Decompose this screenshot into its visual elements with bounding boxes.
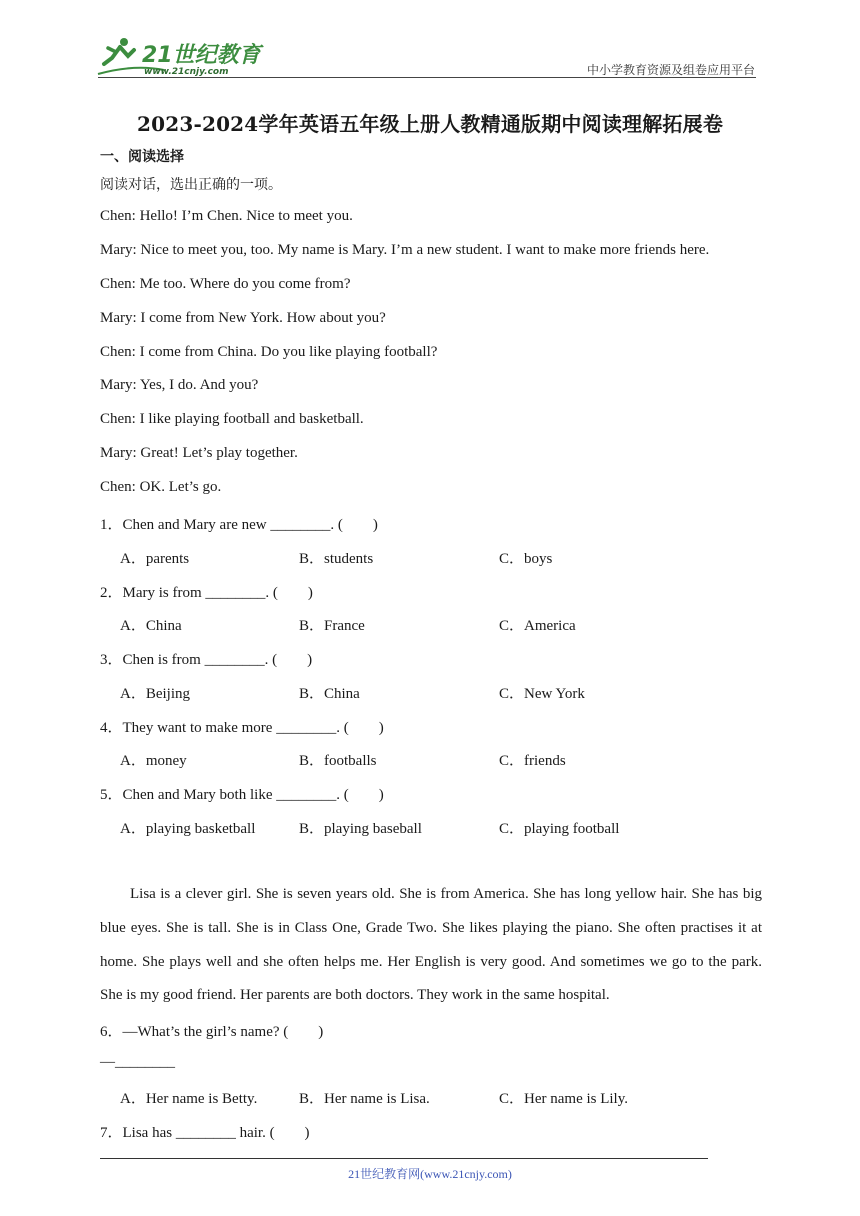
header-platform-text: 中小学教育资源及组卷应用平台 — [586, 63, 755, 77]
question-5: 5．Chen and Mary both like ________. ( ) — [100, 787, 384, 803]
dialogue-line: Mary: I come from New York. How about you? — [100, 310, 386, 326]
option-c[interactable]: C．friends — [499, 753, 566, 769]
footer-divider — [100, 1158, 708, 1159]
option-a[interactable]: A．Her name is Betty. — [120, 1091, 258, 1107]
option-b[interactable]: B．France — [299, 618, 365, 634]
instruction-text: 阅读对话，选出正确的一项。 — [100, 177, 282, 193]
option-a[interactable]: A．parents — [120, 551, 190, 567]
footer-text[interactable]: 21世纪教育网(www.21cnjy.com) — [348, 1167, 512, 1181]
dialogue-line: Chen: I like playing football and basketball. — [100, 411, 364, 427]
option-c[interactable]: C．Her name is Lily. — [499, 1091, 629, 1107]
dialogue-line: Chen: Me too. Where do you come from? — [100, 276, 351, 292]
dialogue-line: Chen: I come from China. Do you like playing football? — [100, 344, 438, 360]
option-b[interactable]: B．playing baseball — [299, 821, 422, 837]
option-b[interactable]: B．China — [299, 686, 360, 702]
option-c[interactable]: C．playing football — [499, 821, 620, 837]
option-c[interactable]: C．New York — [499, 686, 585, 702]
question-7: 7．Lisa has ________ hair. ( ) — [100, 1125, 310, 1141]
option-b[interactable]: B．Her name is Lisa. — [299, 1091, 430, 1107]
dialogue-line: Chen: Hello! I’m Chen. Nice to meet you. — [100, 208, 353, 224]
page-header — [0, 0, 860, 80]
runner-logo-icon — [94, 34, 264, 78]
dialogue-line: Mary: Nice to meet you, too. My name is Mary. I’m a new student. I want to make more friends here. — [100, 242, 710, 258]
option-b[interactable]: B．students — [299, 551, 374, 567]
option-a[interactable]: A．money — [120, 753, 187, 769]
option-a[interactable]: A．Beijing — [120, 686, 190, 702]
dialogue-line: Mary: Great! Let’s play together. — [100, 445, 298, 461]
dialogue-line: Mary: Yes, I do. And you? — [100, 377, 259, 393]
section-heading: 一、阅读选择 — [100, 149, 184, 165]
question-1: 1．Chen and Mary are new ________. ( ) — [100, 517, 378, 533]
logo-url: www.21cnjy.com — [144, 67, 229, 77]
option-b[interactable]: B．footballs — [299, 753, 377, 769]
option-a[interactable]: A．playing basketball — [120, 821, 256, 837]
header-divider — [98, 77, 756, 78]
question-6: 6．—What’s the girl’s name? ( ) — [100, 1024, 324, 1040]
page-title: 2023-2024学年英语五年级上册人教精通版期中阅读理解拓展卷 — [136, 112, 724, 136]
site-logo — [94, 34, 264, 78]
logo-text: 21世纪教育 — [142, 43, 261, 68]
question-4: 4．They want to make more ________. ( ) — [100, 720, 384, 736]
reading-passage: Lisa is a clever girl. She is seven years old. She is from America. She has long yellow hair. She has big blue eyes. She is tall. She is in Class One, Grade Two. She likes playing the piano. She often practises it at home. She plays well and she often helps me. Her English is very good. And sometimes we go to the park. She is my good friend. Her parents are both doctors. They work in the same hospital. — [100, 886, 762, 1004]
answer-blank-line: —________ — [100, 1054, 175, 1070]
option-c[interactable]: C．boys — [499, 551, 553, 567]
option-c[interactable]: C．America — [499, 618, 576, 634]
question-2: 2．Mary is from ________. ( ) — [100, 585, 313, 601]
dialogue-line: Chen: OK. Let’s go. — [100, 479, 222, 495]
question-3: 3．Chen is from ________. ( ) — [100, 652, 313, 668]
option-a[interactable]: A．China — [120, 618, 182, 634]
